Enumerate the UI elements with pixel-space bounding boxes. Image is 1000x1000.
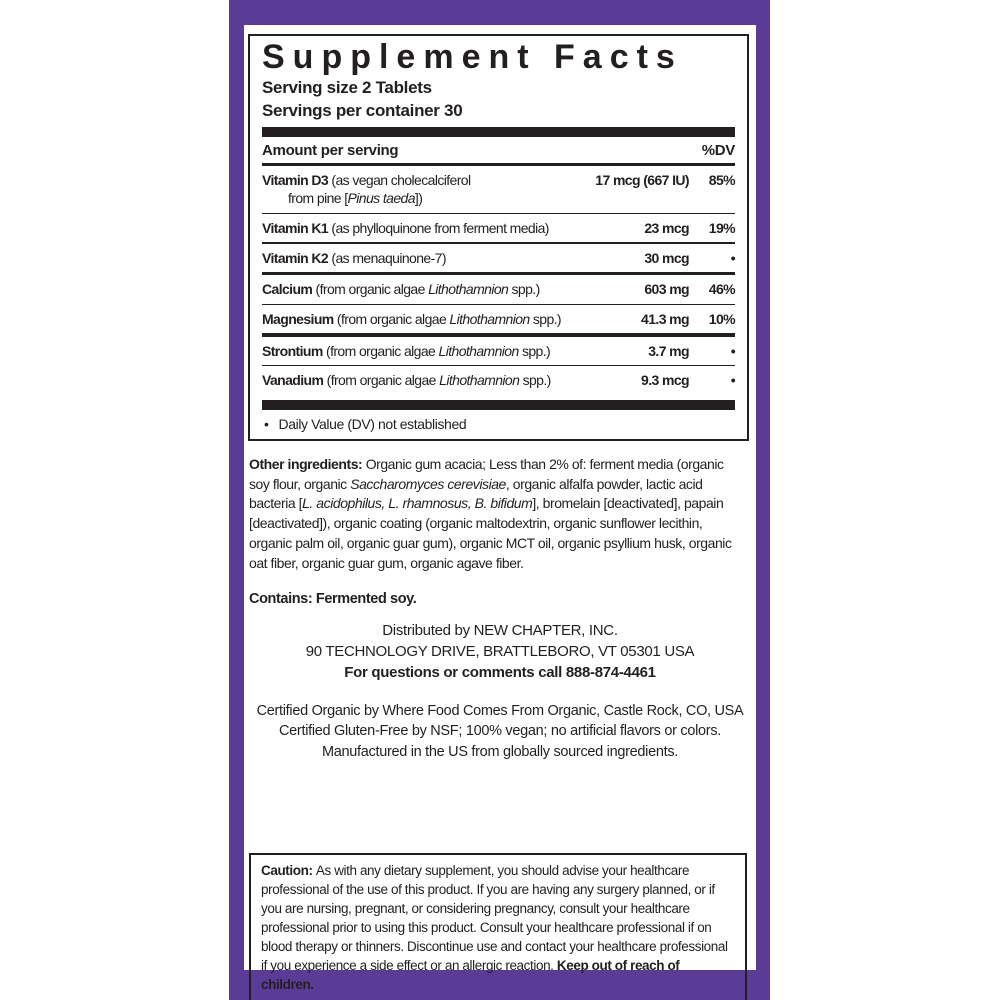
nutrient-dv: • (730, 249, 735, 266)
nutrient-amount: 17 mcg (667 IU) (595, 172, 689, 189)
table-row-calcium (262, 275, 735, 303)
thick-divider-bottom (262, 400, 735, 410)
table-row-strontium (262, 337, 735, 365)
nutrient-dv: 85% (708, 172, 735, 189)
nutrient-amount: 41.3 mg (641, 311, 689, 328)
servings-per-container: Servings per container 30 (262, 100, 463, 120)
nutrient-name: Vanadium (from organic algae Lithothamnion spp.) (262, 372, 551, 389)
table-row-magnesium (262, 305, 735, 333)
purple-frame (229, 0, 770, 1000)
contains-statement: Contains: Fermented soy. (249, 590, 417, 607)
address-line: 90 TECHNOLOGY DRIVE, BRATTLEBORO, VT 05301 USA (305, 643, 695, 661)
nutrient-name: Magnesium (from organic algae Lithothamnion spp.) (262, 311, 561, 328)
phone-line: For questions or comments call 888-874-4461 (344, 664, 656, 682)
nutrient-dv: • (730, 342, 735, 359)
table-row-vitamin-k2 (262, 244, 735, 272)
nutrient-name: Strontium (from organic algae Lithothamnion spp.) (262, 342, 551, 359)
nutrient-dv: 10% (708, 311, 735, 328)
distribution-block (244, 620, 756, 684)
other-ingredients-paragraph: Other ingredients: Organic gum acacia; Less than 2% of: ferment media (organic soy flour, organic Saccharomyces cerevisiae, organic alfalfa powder, lactic acid bacteria [L. acidophilus, L. rhamnosus, B. bifidum], bromelain [deactivated], papain [deactivated]), organic coating (organic maltodextrin, organic sunflower lecithin, organic palm oil, organic guar gum), organic MCT oil, organic psyllium husk, organic oat fiber, organic guar gum, organic agave fiber. (249, 455, 732, 571)
thick-divider-top (262, 127, 735, 137)
manufactured-line: Manufactured in the US from globally sourced ingredients. (321, 743, 679, 760)
nutrient-amount: 603 mg (644, 281, 689, 298)
species-italic: Pinus taeda (347, 190, 415, 207)
dv-footnote-text: Daily Value (DV) not established (278, 415, 467, 432)
label-panel (244, 25, 756, 993)
caution-box: Caution: As with any dietary supplement, you should advise your healthcare professional of the use of this product. If you are having any surgery planned, or if you are nursing, pregnant, or considering pregnancy, consult your healthcare professional prior to using this product. Consult your healthcare professional if on blood therapy or thinners. Discontinue use and contact your healthcare professional if you experience a side effect or an allergic reaction. Keep out of reach of children. (249, 853, 747, 1000)
nutrient-dv: 46% (708, 281, 735, 298)
supplement-facts-box (248, 34, 749, 441)
table-header-row (262, 137, 735, 163)
supplement-facts-title: Supplement Facts (262, 38, 683, 76)
nutrient-dv: • (730, 372, 735, 389)
distributed-by-line: Distributed by NEW CHAPTER, INC. (382, 621, 618, 639)
nutrient-name: Vitamin K1 (as phylloquinone from ferment media) (262, 220, 549, 236)
nutrient-name-bold: Vitamin D3 (262, 172, 329, 189)
nutrient-desc-line2: from pine [Pinus taeda]) (288, 190, 423, 207)
certified-organic-line: Certified Organic by Where Food Comes From Organic, Castle Rock, CO, USA (256, 702, 744, 719)
serving-size: Serving size 2 Tablets (262, 78, 432, 98)
nutrient-amount: 30 mcg (644, 249, 689, 266)
dv-footnote (262, 410, 735, 435)
table-row-vitamin-d3 (262, 166, 735, 212)
nutrient-name: Vitamin K2 (as menaquinone-7) (262, 249, 446, 266)
table-row-vitamin-k1 (262, 214, 735, 242)
table-row-vanadium (262, 366, 735, 394)
nutrient-dv: 19% (708, 220, 735, 236)
nutrient-desc: (as vegan cholecalciferol (328, 172, 471, 189)
amount-per-serving-header: Amount per serving (262, 141, 399, 159)
dv-header: %DV (701, 141, 735, 159)
nutrient-amount: 23 mcg (644, 220, 689, 236)
bullet-glyph: • (264, 415, 269, 432)
certifications-block (244, 701, 756, 763)
nutrient-amount: 3.7 mg (648, 342, 689, 359)
nutrient-name (262, 171, 581, 207)
nutrient-amount: 9.3 mcg (641, 372, 689, 389)
nutrient-name: Calcium (from organic algae Lithothamnion spp.) (262, 281, 540, 298)
certified-glutenfree-line: Certified Gluten-Free by NSF; 100% vegan; no artificial flavors or colors. (279, 723, 721, 740)
